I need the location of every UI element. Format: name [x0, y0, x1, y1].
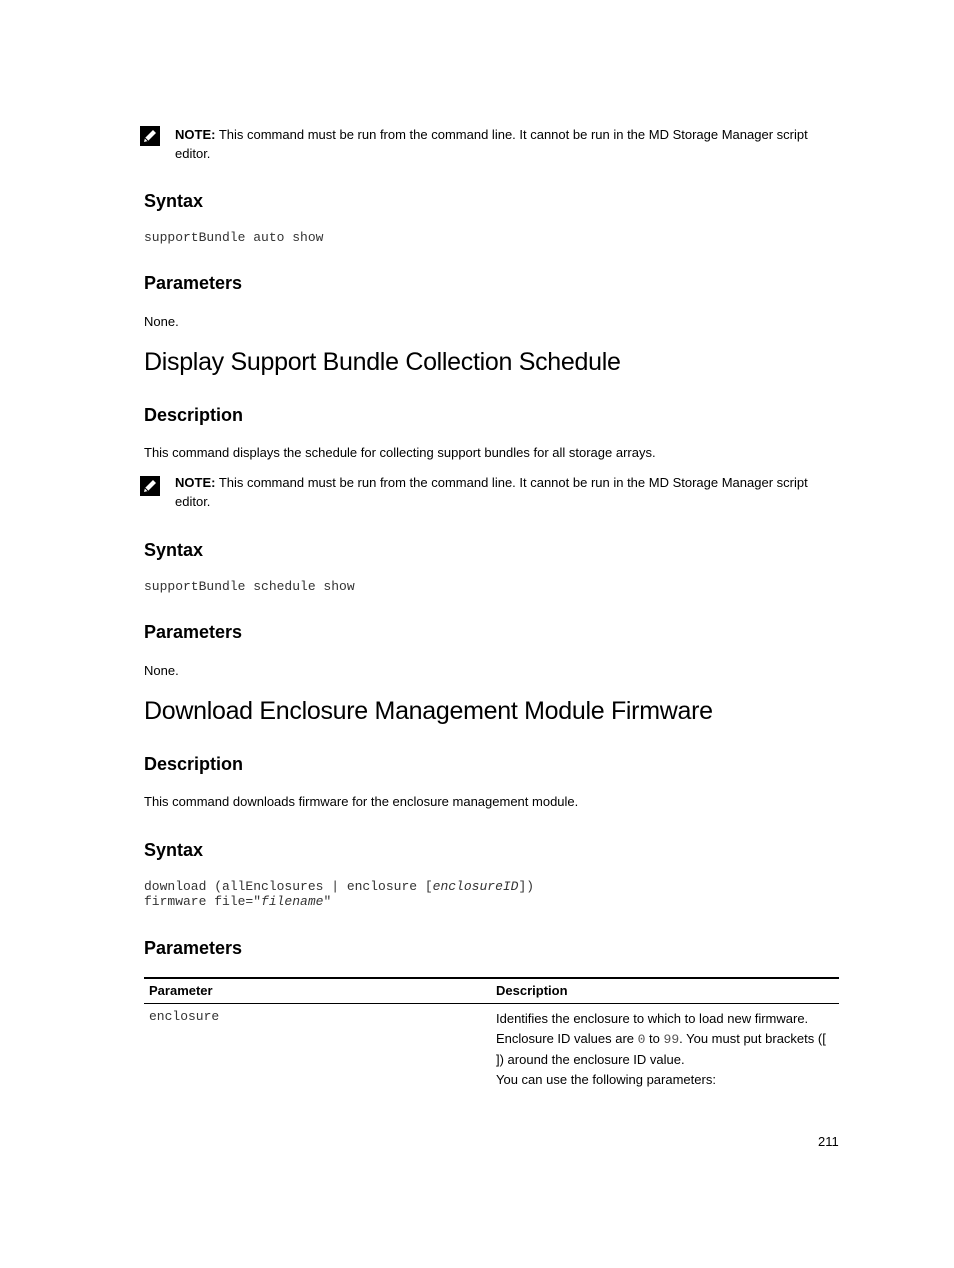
syntax-code: download (allEnclosures | enclosure [enclosureID]) firmware file="filename" [144, 879, 535, 909]
section-title: Display Support Bundle Collection Schedule [144, 348, 621, 376]
page-number: 211 [818, 1134, 839, 1149]
syntax-code: supportBundle schedule show [144, 579, 355, 594]
description-heading: Description [144, 754, 244, 774]
table-cell-parameter: enclosure [149, 1009, 220, 1024]
description-text: This command downloads firmware for the enclosure management module. [144, 794, 579, 809]
syntax-heading: Syntax [144, 840, 204, 860]
parameters-heading: Parameters [144, 273, 243, 293]
table-header-parameter: Parameter [149, 983, 213, 998]
parameters-text: None. [144, 663, 179, 678]
description-text: This command displays the schedule for collecting support bundles for all storage arrays. [144, 445, 656, 460]
syntax-heading: Syntax [144, 540, 204, 560]
syntax-heading: Syntax [144, 191, 204, 211]
note-pencil-icon [140, 476, 160, 496]
syntax-code: supportBundle auto show [144, 230, 324, 245]
table-header-description: Description [496, 983, 568, 998]
parameters-heading: Parameters [144, 938, 243, 958]
note-pencil-icon [140, 126, 160, 146]
description-heading: Description [144, 405, 244, 425]
table-cell-description: Identifies the enclosure to which to load new firmware. Enclosure ID values are 0 to 99. You must put brackets ([ ]) around the enclosure ID value. You can use the following parameters: [496, 1011, 826, 1087]
note-text: NOTE: This command must be run from the command line. It cannot be run in the MD Storage Manager script editor. [175, 127, 808, 161]
table-header-rule [144, 1003, 839, 1004]
parameters-text: None. [144, 314, 179, 329]
section-title: Download Enclosure Management Module Firmware [144, 697, 713, 725]
parameters-heading: Parameters [144, 622, 243, 642]
note-text: NOTE: This command must be run from the command line. It cannot be run in the MD Storage Manager script editor. [175, 475, 808, 509]
table-top-rule [144, 977, 839, 979]
